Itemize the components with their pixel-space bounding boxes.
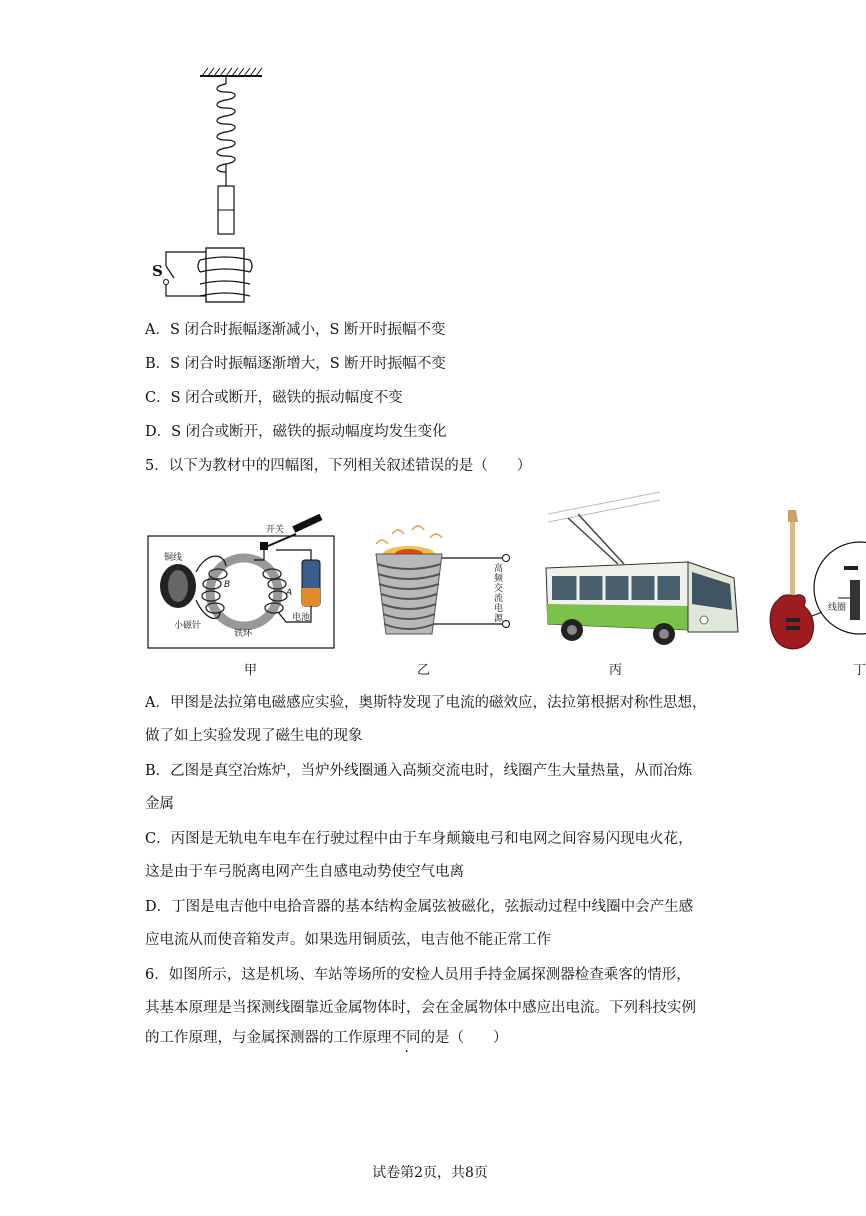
label-coil: 线圈 [828, 603, 847, 613]
q4-option-d: D．S 闭合或断开，磁铁的振动幅度均发生变化 [145, 424, 447, 440]
figure-ding [764, 508, 860, 652]
caption-ding: 丁 [853, 663, 866, 678]
q5-option-b-line1: B．乙图是真空冶炼炉，当炉外线圈通入高频交流电时，线圈产生大量热量，从而冶炼 [145, 763, 693, 779]
q6-line3-tail: 的是（ ） [420, 1030, 508, 1046]
q4-option-b: B．S 闭合时振幅逐渐增大，S 断开时振幅不变 [145, 356, 446, 372]
label-coil-a: A [286, 588, 293, 598]
q4-option-a: A．S 闭合时振幅逐渐减小，S 断开时振幅不变 [145, 322, 446, 338]
caption-bing: 丙 [609, 663, 623, 678]
caption-yi: 乙 [417, 663, 431, 678]
figure-bing [538, 492, 740, 660]
q6-emphasis: 不同 [391, 1030, 421, 1046]
q5-option-c-line1: C．丙图是无轨电车电车在行驶过程中由于车身颠簸电弓和电网之间容易闪现电火花， [145, 831, 693, 847]
q5-option-a-line2: 做了如上实验发现了磁生电的现象 [145, 728, 363, 744]
label-hf-source: 高频交流电源 [494, 564, 504, 624]
q6-line3-text: 的工作原理，与金属探测器的工作原理 [145, 1030, 392, 1046]
label-battery: 电池 [292, 613, 311, 623]
q6-line3 [145, 1028, 508, 1048]
label-small-needle: 小磁针 [174, 621, 202, 631]
label-coil-b: B [224, 580, 231, 590]
q6-line1: 6．如图所示，这是机场、车站等场所的安检人员用手持金属探测器检查乘客的情形， [145, 967, 691, 983]
q5-option-d-line1: D．丁图是电吉他中电拾音器的基本结构金属弦被磁化，弦振动过程中线圈中会产生感 [145, 899, 694, 915]
label-iron-ring: 铁环 [234, 629, 253, 639]
page-footer: 试卷第2页，共8页 [372, 1165, 488, 1181]
q4-option-c: C．S 闭合或断开，磁铁的振动幅度不变 [145, 390, 403, 406]
label-switch: 开关 [266, 525, 285, 535]
label-copper-wire: 铜线 [164, 553, 183, 563]
q5-option-a-line1: A．甲图是法拉第电磁感应实验，奥斯特发现了电流的磁效应，法拉第根据对称性思想， [145, 695, 707, 711]
figure-yi [364, 524, 520, 644]
switch-label: S [152, 262, 163, 280]
q5-stem: 5．以下为教材中的四幅图，下列相关叙述错误的是（ ） [145, 458, 532, 474]
caption-jia: 甲 [244, 663, 258, 678]
q6-line2: 其基本原理是当探测线圈靠近金属物体时，会在金属物体中感应出电流。下列科技实例 [145, 1000, 696, 1016]
q5-option-d-line2: 应电流从而使音箱发声。如果选用铜质弦，电吉他不能正常工作 [145, 932, 551, 948]
q5-option-b-line2: 金属 [145, 796, 174, 812]
q5-option-c-line2: 这是由于车弓脱离电网产生自感电动势使空气电离 [145, 864, 464, 880]
figure-jia [146, 522, 336, 650]
